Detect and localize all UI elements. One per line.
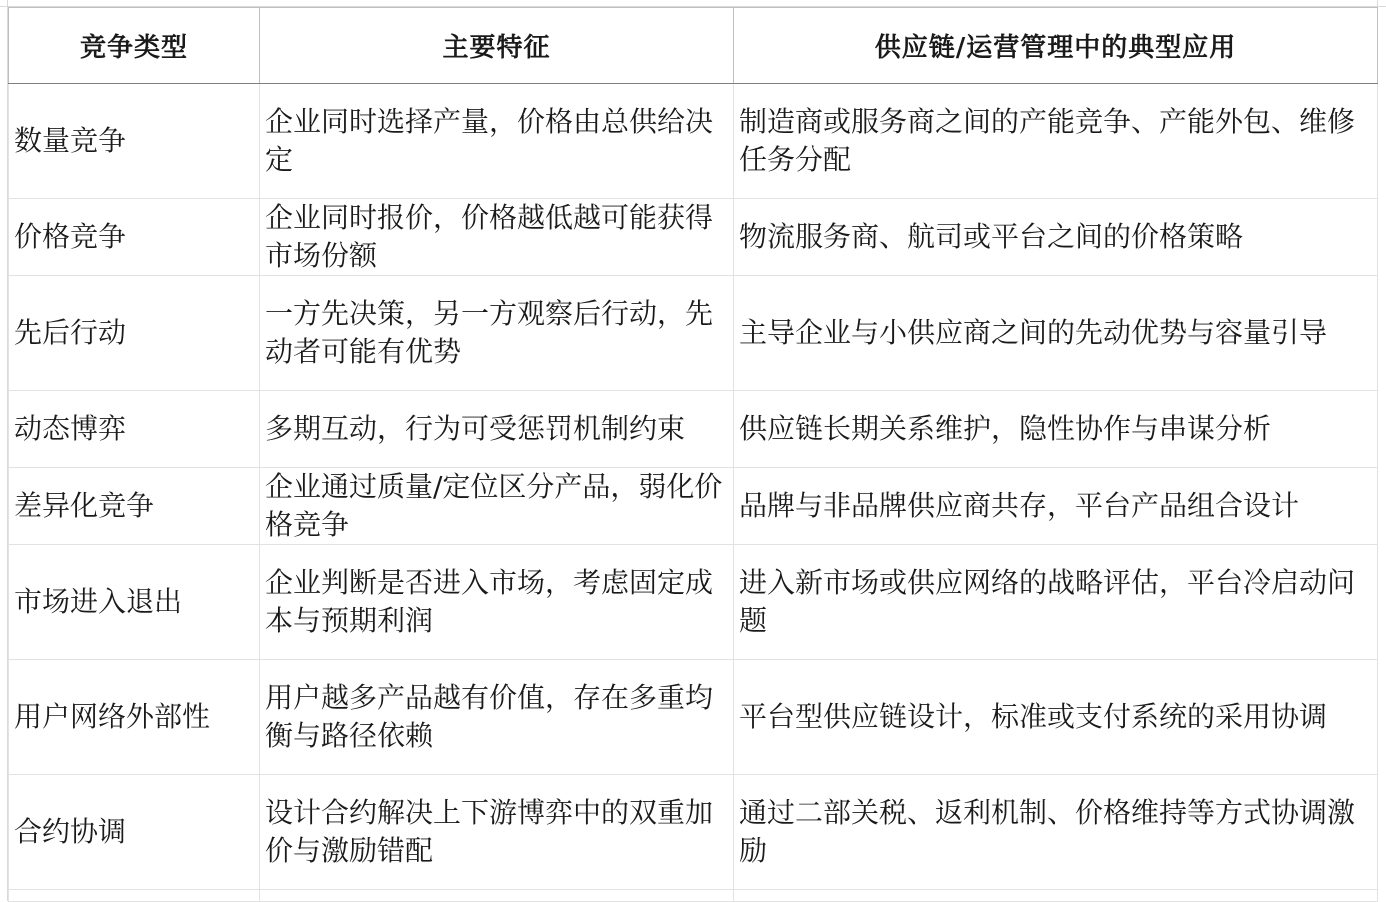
table-row xyxy=(9,199,1378,276)
empty-row xyxy=(9,890,1378,902)
cell-type[interactable]: 市场进入退出 xyxy=(9,545,260,660)
cell-feature[interactable]: 一方先决策，另一方观察后行动，先动者可能有优势 xyxy=(260,276,734,391)
cell-application[interactable]: 主导企业与小供应商之间的先动优势与容量引导 xyxy=(734,276,1378,391)
table-row xyxy=(9,391,1378,468)
cell-application[interactable]: 物流服务商、航司或平台之间的价格策略 xyxy=(734,199,1378,276)
table-row xyxy=(9,775,1378,890)
cell-feature[interactable]: 设计合约解决上下游博弈中的双重加价与激励错配 xyxy=(260,775,734,890)
empty-cell[interactable] xyxy=(260,890,734,902)
cell-application[interactable]: 通过二部关税、返利机制、价格维持等方式协调激励 xyxy=(734,775,1378,890)
empty-cell[interactable] xyxy=(734,890,1378,902)
grid-right-strip xyxy=(1377,0,1386,901)
grid-top-strip xyxy=(0,0,1386,7)
cell-type[interactable]: 动态博弈 xyxy=(9,391,260,468)
table-row xyxy=(9,545,1378,660)
cell-feature[interactable]: 企业判断是否进入市场，考虑固定成本与预期利润 xyxy=(260,545,734,660)
grid-left-strip xyxy=(0,0,8,901)
table-row xyxy=(9,468,1378,545)
cell-feature[interactable]: 多期互动，行为可受惩罚机制约束 xyxy=(260,391,734,468)
empty-cell[interactable] xyxy=(9,890,260,902)
cell-application[interactable]: 品牌与非品牌供应商共存，平台产品组合设计 xyxy=(734,468,1378,545)
cell-type[interactable]: 数量竞争 xyxy=(9,84,260,199)
cell-application[interactable]: 供应链长期关系维护，隐性协作与串谋分析 xyxy=(734,391,1378,468)
cell-type[interactable]: 差异化竞争 xyxy=(9,468,260,545)
competition-types-table xyxy=(8,7,1378,902)
cell-feature[interactable]: 企业通过质量/定位区分产品，弱化价格竞争 xyxy=(260,468,734,545)
cell-type[interactable]: 价格竞争 xyxy=(9,199,260,276)
table-row xyxy=(9,84,1378,199)
cell-application[interactable]: 平台型供应链设计，标准或支付系统的采用协调 xyxy=(734,660,1378,775)
cell-application[interactable]: 进入新市场或供应网络的战略评估，平台冷启动问题 xyxy=(734,545,1378,660)
cell-feature[interactable]: 企业同时报价，价格越低越可能获得市场份额 xyxy=(260,199,734,276)
cell-application[interactable]: 制造商或服务商之间的产能竞争、产能外包、维修任务分配 xyxy=(734,84,1378,199)
table-row xyxy=(9,660,1378,775)
header-cell-type[interactable]: 竞争类型 xyxy=(9,8,260,84)
cell-feature[interactable]: 企业同时选择产量，价格由总供给决定 xyxy=(260,84,734,199)
header-row xyxy=(9,8,1378,84)
header-cell-application[interactable]: 供应链/运营管理中的典型应用 xyxy=(734,8,1378,84)
cell-type[interactable]: 合约协调 xyxy=(9,775,260,890)
table-row xyxy=(9,276,1378,391)
cell-type[interactable]: 用户网络外部性 xyxy=(9,660,260,775)
cell-type[interactable]: 先后行动 xyxy=(9,276,260,391)
cell-feature[interactable]: 用户越多产品越有价值，存在多重均衡与路径依赖 xyxy=(260,660,734,775)
header-cell-feature[interactable]: 主要特征 xyxy=(260,8,734,84)
